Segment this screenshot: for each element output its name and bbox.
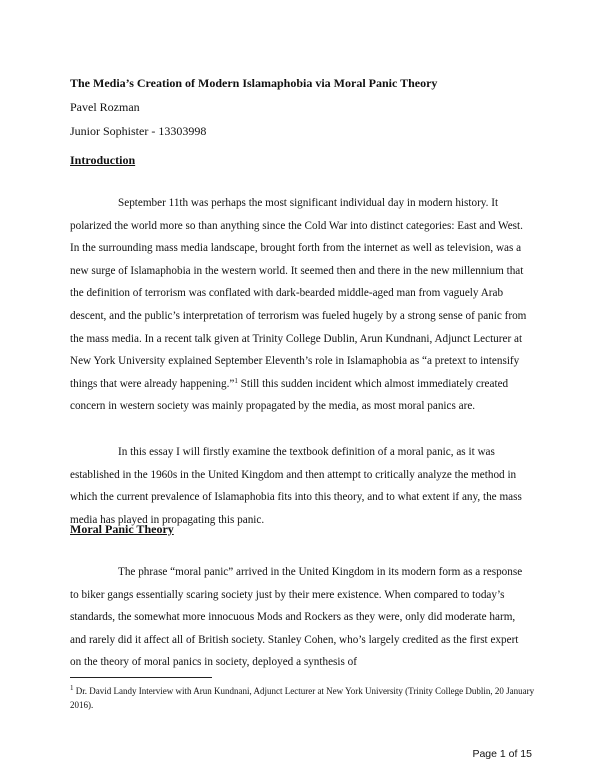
introduction-paragraph-1 bbox=[70, 192, 532, 418]
document-header bbox=[70, 71, 437, 143]
paper-title: The Media’s Creation of Modern Islamaphobia via Moral Panic Theory bbox=[70, 76, 438, 90]
footnote-text: Dr. David Landy Interview with Arun Kundnani, Adjunct Lecturer at New York University (Trinity College Dublin, 20 January 2016). bbox=[70, 686, 535, 710]
footnote-divider bbox=[70, 677, 212, 678]
author-name: Pavel Rozman bbox=[70, 100, 140, 114]
footnote bbox=[70, 685, 540, 712]
footnote-number: 1 bbox=[70, 684, 74, 692]
introduction-heading: Introduction bbox=[70, 153, 136, 167]
page-number: Page 1 of 15 bbox=[472, 748, 532, 760]
introduction-paragraph-1-text: September 11th was perhaps the most significant individual day in modern history. It polarized the world more so than anything since the Cold War into distinct categories: East and West. In the surrounding mass media landscape, brought forth from the internet as well as television, was a new surge of Islamaphobia in the western world. It seemed then and there in the new millennium that the definition of terrorism was conflated with dark-bearded middle-aged man from vaguely Arab descent, and the public’s interpretation of terrorism was fueled hugely by a strong sense of panic from the mass media. In a recent talk given at Trinity College Dublin, Arun Kundnani, Adjunct Lecturer at New York University explained September Eleventh’s role in Islamaphobia as “a pretext to intensify things that were already happening.” bbox=[70, 197, 527, 390]
student-id: Junior Sophister - 13303998 bbox=[70, 124, 207, 138]
footnote-ref: 1 bbox=[234, 376, 238, 385]
moral-panic-paragraph-1: The phrase “moral panic” arrived in the United Kingdom in its modern form as a response to biker gangs essentially scaring society just by their mere existence. When compared to today’s standards, the somewhat more innocuous Mods and Rockers as they were, only did moderate harm, and rarely did it affect all of British society. Stanley Cohen, who’s largely credited as the first expert on the theory of moral panics in society, deployed a synthesis of bbox=[70, 566, 523, 669]
introduction-paragraph-2: In this essay I will firstly examine the textbook definition of a moral panic, as it was established in the 1960s in the United Kingdom and then attempt to critically analyze the method in which the current prevalence of Islamaphobia fits into this theory, and to what extent if any, the mass media has played in propagating this panic. bbox=[70, 446, 522, 526]
introduction-paragraph-1-end: Still this sudden incident which almost immediately created concern in western society was mainly propagated by the media, as most moral panics are. bbox=[70, 377, 509, 413]
moral-panic-heading: Moral Panic Theory bbox=[70, 522, 174, 536]
